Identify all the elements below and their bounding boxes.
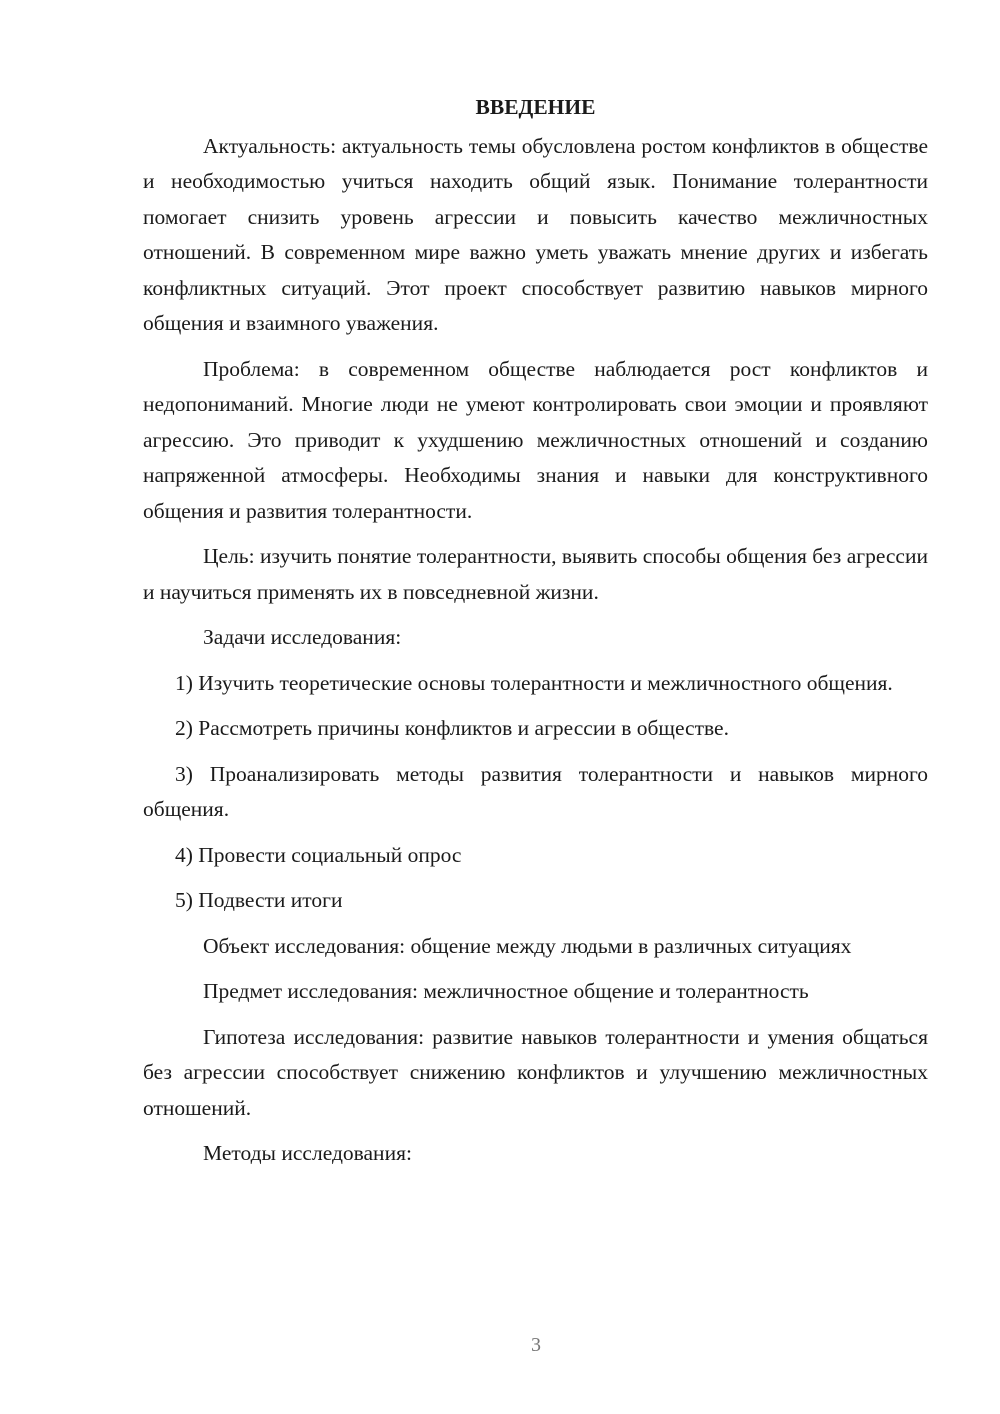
relevance-paragraph: Актуальность: актуальность темы обусловлена ростом конфликтов в обществе и необходимостью учиться находить общий язык. Понимание толерантности помогает снизить уровень агрессии и повысить качество межличностных отношений. В современном мире важно уметь уважать мнение других и избегать конфликтных ситуаций. Этот проект способствует развитию навыков мирного общения и взаимного уважения.	[143, 133, 928, 335]
task-item-1: 1) Изучить теоретические основы толерантности и межличностного общения.	[175, 670, 893, 695]
task-item-5: 5) Подвести итоги	[175, 888, 343, 912]
task-item-3: 3) Проанализировать методы развития толерантности и навыков мирного общения.	[143, 761, 928, 821]
hypothesis-paragraph: Гипотеза исследования: развитие навыков толерантности и умения общаться без агрессии способствует снижению конфликтов и улучшению межличностных отношений.	[143, 1024, 928, 1120]
page-number: 3	[531, 1334, 541, 1356]
goal-paragraph: Цель: изучить понятие толерантности, выявить способы общения без агрессии и научиться применять их в повседневной жизни.	[143, 544, 928, 604]
subject-paragraph: Предмет исследования: межличностное общение и толерантность	[203, 979, 809, 1003]
task-item-4: 4) Провести социальный опрос	[175, 842, 462, 867]
problem-paragraph: Проблема: в современном обществе наблюдается рост конфликтов и недопониманий. Многие люди не умеют контролировать свои эмоции и проявляют агрессию. Это приводит к ухудшению межличностных отношений и созданию напряженной атмосферы. Необходимы знания и навыки для конструктивного общения и развития толерантности.	[143, 356, 928, 523]
task-item-2: 2) Рассмотреть причины конфликтов и агрессии в обществе.	[175, 716, 729, 740]
tasks-title: Задачи исследования:	[203, 625, 402, 649]
page-content	[143, 90, 928, 1182]
object-paragraph: Объект исследования: общение между людьми в различных ситуациях	[203, 933, 852, 958]
methods-paragraph: Методы исследования:	[203, 1141, 412, 1165]
section-heading: ВВЕДЕНИЕ	[475, 95, 596, 119]
